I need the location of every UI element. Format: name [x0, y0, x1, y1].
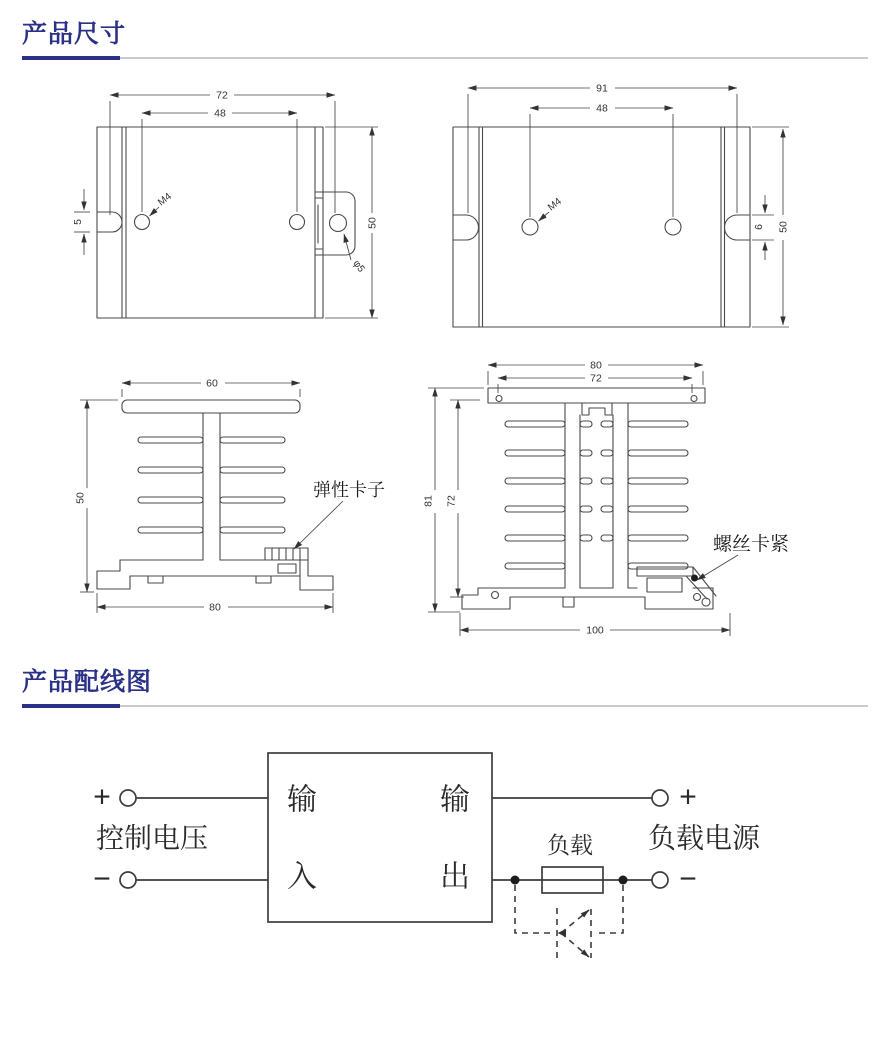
dim-hole-spacing: 48: [214, 107, 226, 120]
dim-height: 50: [74, 492, 87, 504]
right-fins: [628, 421, 688, 569]
mount-hole-left: [522, 219, 538, 235]
hole-type-label: M4: [156, 191, 174, 209]
section-rule: [22, 57, 868, 59]
control-side: [93, 781, 268, 896]
load-side: [492, 781, 761, 896]
left-fins: [505, 421, 565, 569]
mount-hole-right: [665, 219, 681, 235]
relay-out-top: 输: [440, 783, 470, 817]
dim-base-width: 100: [586, 624, 604, 637]
din-rail-base: [462, 588, 713, 609]
callout-leader: [294, 501, 343, 549]
relay-in-bottom: 入: [287, 860, 317, 894]
terminal-control-plus: [120, 790, 136, 806]
minus-sign-left: −: [93, 862, 111, 896]
heatsink-outline: [122, 400, 300, 560]
dim-height: 50: [366, 217, 379, 229]
control-voltage-label: 控制电压: [95, 822, 209, 854]
section-rule-accent: [22, 704, 120, 708]
junction-dot-right: [619, 876, 628, 885]
dim-height-inner: 72: [445, 495, 458, 507]
heatsink-outline: [488, 388, 705, 588]
inner-fins: [580, 421, 613, 541]
dimension-lines: [74, 95, 378, 318]
drawing-top-view-large: [430, 75, 790, 345]
relay-out-bottom: 出: [440, 860, 470, 894]
dim-top-width: 60: [206, 377, 218, 390]
tab-hole-label: φ5: [350, 258, 367, 275]
dimension-labels: [72, 90, 379, 275]
wiring-diagram: [60, 730, 835, 1010]
din-rail-base: [97, 548, 333, 590]
relay-body-outline: [97, 127, 355, 318]
dim-top-inner: 72: [590, 372, 602, 385]
protection-branch: [515, 885, 623, 960]
drawing-heatsink-large: [420, 345, 820, 645]
junction-dot-left: [511, 876, 520, 885]
tvs-apex-arrow: [558, 929, 567, 937]
section-rule-accent: [22, 56, 120, 60]
dim-width: 72: [216, 89, 228, 102]
terminal-load-minus: [652, 872, 668, 888]
dim-base-width: 80: [209, 601, 221, 614]
plus-sign-right: +: [679, 780, 697, 814]
drawing-heatsink-small: [60, 360, 410, 645]
minus-sign-right: −: [679, 862, 697, 896]
callout-leader: [697, 555, 738, 580]
dim-notch: 6: [753, 224, 765, 230]
dim-top-outer: 80: [590, 359, 602, 372]
terminal-load-plus: [652, 790, 668, 806]
load-supply-label: 负载电源: [647, 822, 761, 854]
section-title-dimensions: 产品尺寸: [22, 20, 127, 48]
screw-clamp: [637, 567, 716, 606]
mount-hole-right: [290, 215, 305, 230]
dim-height-outer: 81: [422, 495, 435, 507]
dim-height: 50: [777, 221, 790, 233]
relay-body-outline: [453, 127, 750, 327]
relay-box-outline: [268, 753, 492, 922]
mount-hole-left: [135, 215, 150, 230]
dimension-lines: [468, 88, 789, 327]
dimension-lines: [80, 383, 343, 613]
load-label: 负载: [547, 832, 593, 858]
dim-hole-spacing: 48: [596, 102, 608, 115]
callout-screw-clamp: 螺丝卡紧: [712, 534, 790, 555]
hole-type-label: M4: [546, 196, 564, 214]
tab-hole: [330, 215, 347, 232]
callout-spring-clip: 弹性卡子: [313, 480, 385, 500]
dim-width: 91: [596, 82, 608, 95]
dimension-labels: [546, 83, 789, 233]
section-rule: [22, 705, 868, 707]
relay-in-top: 输: [287, 783, 317, 817]
relay-box: [268, 753, 492, 922]
section-title-wiring: 产品配线图: [22, 668, 153, 696]
dim-slot: 5: [72, 219, 84, 225]
terminal-control-minus: [120, 872, 136, 888]
plus-sign-left: +: [93, 780, 111, 814]
drawing-top-view-small: [60, 75, 400, 345]
